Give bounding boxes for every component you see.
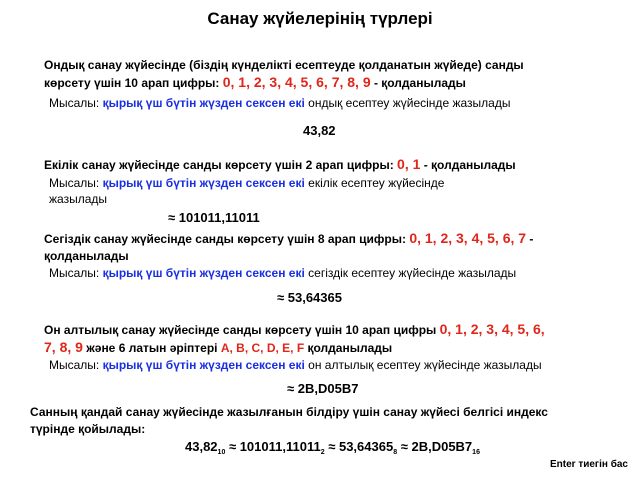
binary-digits: 0, 1 — [397, 156, 421, 172]
octal-description — [44, 230, 533, 265]
example-prefix: Мысалы: — [49, 176, 103, 190]
notation-note — [30, 404, 548, 438]
eq-hex-base: 16 — [472, 449, 480, 456]
eq-octal-value: 53,64365 — [338, 439, 394, 454]
octal-lead-suffix: - — [526, 232, 534, 246]
hex-digits-line2: 7, 8, 9 — [44, 339, 83, 355]
notation-note-line1: Санның қандай санау жүйесінде жазылғанын білдіру үшін санау жүйесі белгісі индекс — [30, 405, 548, 419]
decimal-lead-prefix: көрсету үшін 10 арап цифры: — [44, 76, 223, 90]
eq-decimal-value: 43,82 — [185, 439, 218, 454]
page-title: Санау жүйелерінің түрлері — [207, 9, 433, 28]
example-prefix: Мысалы: — [49, 358, 103, 372]
eq-approx: ≈ — [225, 439, 240, 454]
hex-lead-line2 — [44, 339, 545, 357]
eq-binary-value: 101011,11011 — [239, 439, 321, 454]
hex-lead-suffix: қолданылады — [304, 341, 393, 355]
octal-lead-line1 — [44, 230, 533, 248]
hex-result: ≈ 2B,D05B7 — [287, 381, 359, 396]
binary-example-line1 — [49, 175, 444, 191]
hex-letters: A, B, C, D, E, F — [220, 341, 305, 355]
example-suffix: ондық есептеу жүйесінде жазылады — [304, 96, 511, 110]
eq-hex-value: 2B,D05B7 — [411, 439, 473, 454]
octal-lead-line2: қолданылады — [44, 249, 129, 263]
hex-description — [44, 321, 545, 357]
notation-note-line2: түрінде қойылады: — [30, 422, 146, 436]
enter-key-hint[interactable]: Enter тиегін бас — [549, 459, 628, 470]
decimal-lead-line2 — [44, 74, 524, 92]
decimal-result: 43,82 — [303, 123, 336, 138]
equivalence-line — [185, 439, 480, 456]
binary-description — [44, 156, 516, 174]
decimal-lead-suffix: - қолданылады — [370, 76, 466, 90]
example-number-words: қырық үш бүтін жүзден сексен екі — [102, 358, 305, 372]
example-number-words: қырық үш бүтін жүзден сексен екі — [102, 266, 305, 280]
decimal-digits: 0, 1, 2, 3, 4, 5, 6, 7, 8, 9 — [222, 74, 371, 90]
binary-example-line2: жазылады — [49, 192, 107, 206]
example-suffix: он алтылық есептеу жүйесінде жазылады — [304, 358, 542, 372]
hex-lead-line1 — [44, 321, 545, 339]
hex-lead-prefix: Он алтылық санау жүйесінде санды көрсету үшін 10 арап цифры — [44, 323, 440, 337]
hex-digits-line1: 0, 1, 2, 3, 4, 5, 6, — [439, 321, 545, 337]
eq-decimal-base: 10 — [217, 449, 226, 456]
example-number-words: қырық үш бүтін жүзден сексен екі — [102, 176, 305, 190]
eq-approx: ≈ — [397, 439, 412, 454]
octal-digits: 0, 1, 2, 3, 4, 5, 6, 7 — [409, 230, 527, 246]
binary-lead-suffix: - қолданылады — [420, 158, 516, 172]
eq-binary-base: 2 — [320, 449, 325, 456]
example-number-words: қырық үш бүтін жүзден сексен екі — [102, 96, 305, 110]
binary-result: ≈ 101011,11011 — [168, 210, 260, 225]
octal-result: ≈ 53,64365 — [277, 290, 342, 305]
decimal-lead-line1: Ондық санау жүйесінде (біздің күнделікті есептеуде қолданатын жүйеде) санды — [44, 58, 524, 72]
binary-lead-prefix: Екілік санау жүйесінде санды көрсету үшін 2 арап цифры: — [44, 158, 398, 172]
hex-example — [49, 357, 542, 373]
decimal-example — [49, 95, 510, 111]
eq-approx: ≈ — [324, 439, 339, 454]
binary-example — [49, 175, 444, 207]
eq-octal-base: 8 — [393, 449, 398, 456]
octal-example — [49, 265, 516, 281]
decimal-description — [44, 57, 524, 92]
example-prefix: Мысалы: — [49, 96, 103, 110]
hex-lead-mid: және 6 латын әріптері — [82, 341, 221, 355]
octal-lead-prefix: Сегіздік санау жүйесінде санды көрсету үшін 8 арап цифры: — [44, 232, 410, 246]
example-suffix: сегіздік есептеу жүйесінде жазылады — [304, 266, 517, 280]
example-suffix: екілік есептеу жүйесінде — [304, 176, 445, 190]
example-prefix: Мысалы: — [49, 266, 103, 280]
